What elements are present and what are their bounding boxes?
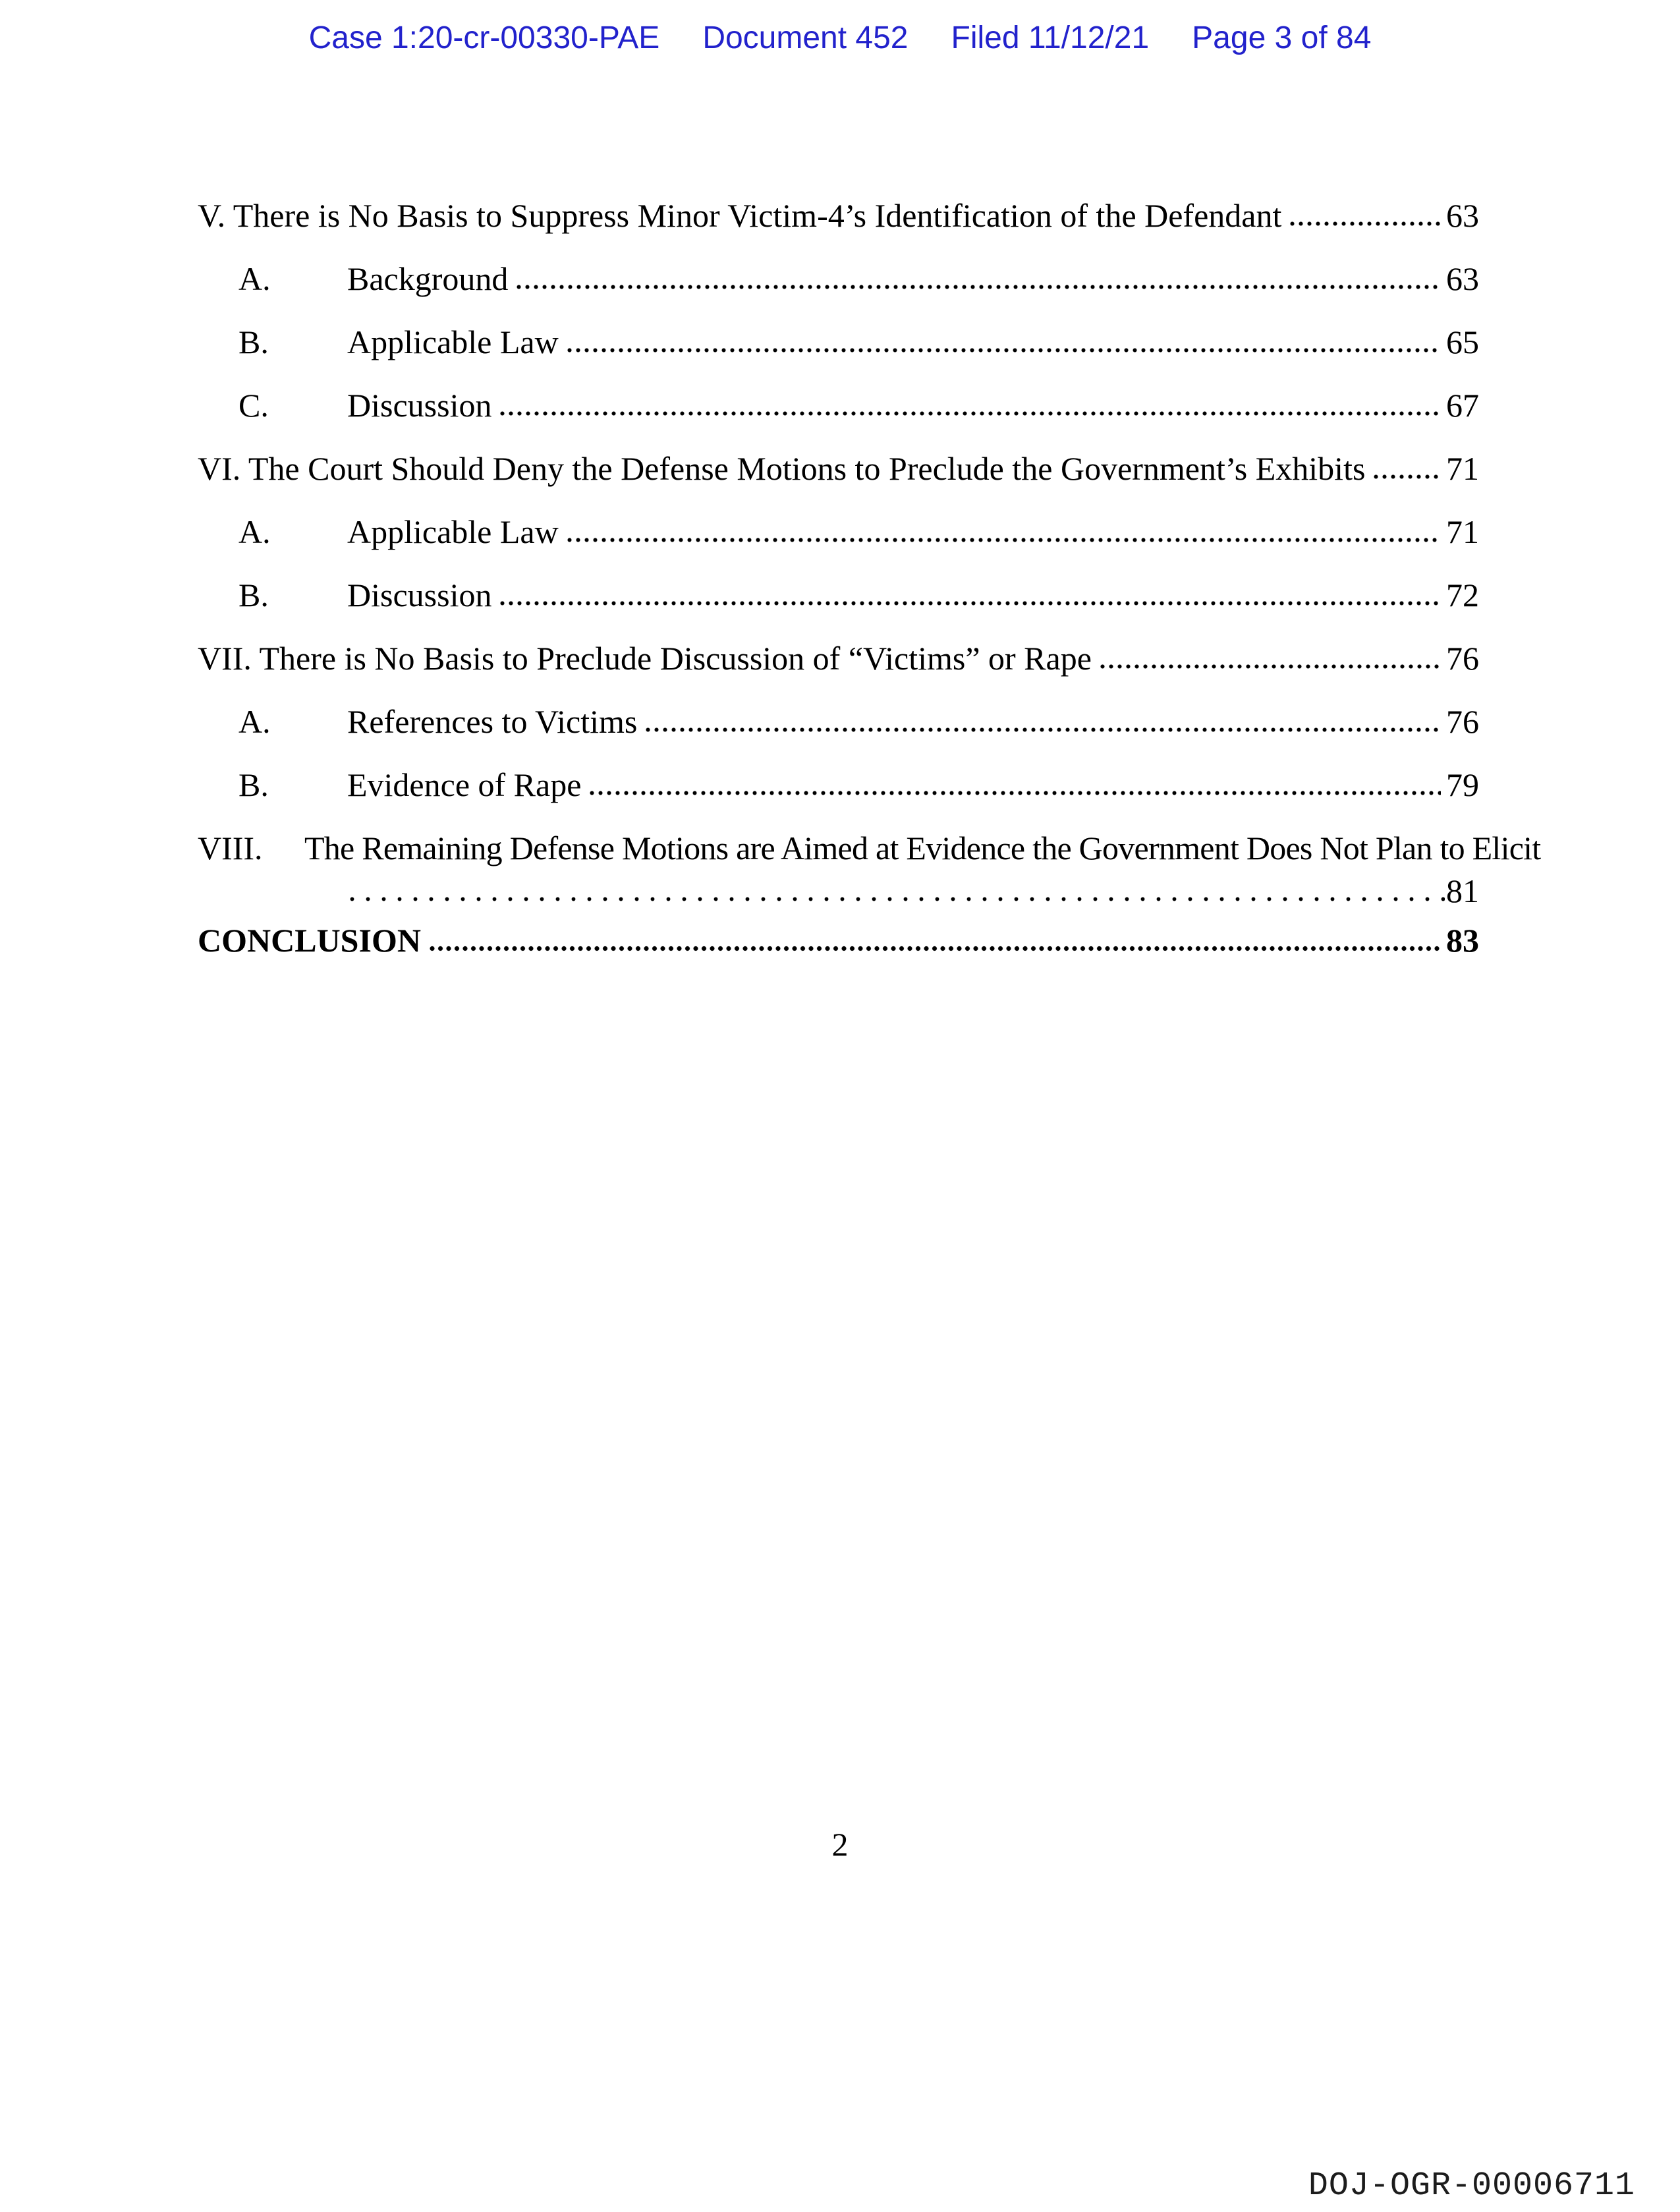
toc-entry-label: Background xyxy=(347,260,509,297)
dot-leader xyxy=(645,727,1441,733)
toc-entry-letter: B. xyxy=(238,766,269,803)
toc-entry-level1 xyxy=(198,638,1479,679)
toc-entry-letter: C. xyxy=(238,387,269,424)
dot-leader xyxy=(516,284,1441,290)
dot-leader xyxy=(499,411,1441,416)
toc-entry-page: 72 xyxy=(1446,577,1479,613)
bates-stamp: DOJ-OGR-00006711 xyxy=(1308,2167,1635,2205)
toc-entry-page: 63 xyxy=(1446,260,1479,297)
filed-date: Filed 11/12/21 xyxy=(951,20,1150,55)
toc-entry-label: Evidence of Rape xyxy=(347,766,582,803)
toc-entry-letter: A. xyxy=(238,513,271,550)
toc-entry-label: VII. There is No Basis to Preclude Discussion of “Victims” or Rape xyxy=(198,640,1092,677)
toc-entry-page: 71 xyxy=(1446,513,1479,550)
dot-leader xyxy=(499,600,1441,606)
toc-entry-level2 xyxy=(198,575,1479,615)
dot-leader xyxy=(429,946,1441,951)
toc-entry-letter: A. xyxy=(238,703,271,740)
toc-entry-level2 xyxy=(198,511,1479,552)
dot-leader xyxy=(349,896,1445,902)
toc-entry-page: 67 xyxy=(1446,387,1479,424)
toc-entry-conclusion xyxy=(198,920,1479,961)
toc-entry-level1-wrapped xyxy=(198,828,1541,911)
toc-entry-level2 xyxy=(198,764,1479,805)
table-of-contents xyxy=(198,195,1541,983)
toc-entry-second-line xyxy=(198,870,1479,911)
toc-entry-label: The Remaining Defense Motions are Aimed at Evidence the Government Does Not Plan to Elicit xyxy=(304,830,1541,866)
toc-entry-level2 xyxy=(198,322,1479,362)
toc-entry-page: 65 xyxy=(1446,324,1479,360)
dot-leader xyxy=(1100,664,1441,669)
toc-entry-level2 xyxy=(198,258,1479,299)
folio-page-number: 2 xyxy=(831,1826,849,1863)
toc-entry-letter: B. xyxy=(238,577,269,613)
toc-entry-page: 76 xyxy=(1446,640,1479,677)
toc-entry-level1 xyxy=(198,448,1479,489)
dot-leader xyxy=(1373,474,1441,480)
toc-entry-page: 71 xyxy=(1446,450,1479,487)
toc-entry-level2 xyxy=(198,701,1479,742)
toc-entry-label: References to Victims xyxy=(347,703,638,740)
toc-entry-page: 81 xyxy=(1446,872,1479,909)
dot-leader xyxy=(567,347,1441,353)
toc-entry-label: VI. The Court Should Deny the Defense Motions to Preclude the Government’s Exhibits xyxy=(198,450,1366,487)
toc-entry-label: Applicable Law xyxy=(347,324,559,360)
toc-entry-label: CONCLUSION xyxy=(198,922,421,959)
toc-entry-label: Applicable Law xyxy=(347,513,559,550)
case-number: Case 1:20-cr-00330-PAE xyxy=(308,20,660,55)
document-number: Document 452 xyxy=(702,20,909,55)
toc-entry-first-line xyxy=(198,828,1541,868)
toc-entry-level2 xyxy=(198,385,1479,426)
toc-entry-page: 83 xyxy=(1446,922,1479,959)
toc-entry-page: 79 xyxy=(1446,766,1479,803)
toc-entry-page: 63 xyxy=(1446,197,1479,234)
toc-entry-level1 xyxy=(198,195,1479,236)
toc-entry-letter: B. xyxy=(238,324,269,360)
page-indicator: Page 3 of 84 xyxy=(1192,20,1372,55)
toc-entry-roman-numeral: VIII. xyxy=(198,830,263,866)
dot-leader xyxy=(589,790,1441,796)
toc-entry-letter: A. xyxy=(238,260,271,297)
dot-leader xyxy=(567,537,1441,543)
toc-entry-page: 76 xyxy=(1446,703,1479,740)
toc-entry-label: V. There is No Basis to Suppress Minor Victim-4’s Identification of the Defendant xyxy=(198,197,1282,234)
dot-leader xyxy=(1289,221,1441,227)
toc-entry-label: Discussion xyxy=(347,577,492,613)
toc-entry-label: Discussion xyxy=(347,387,492,424)
case-caption-header xyxy=(0,20,1680,56)
